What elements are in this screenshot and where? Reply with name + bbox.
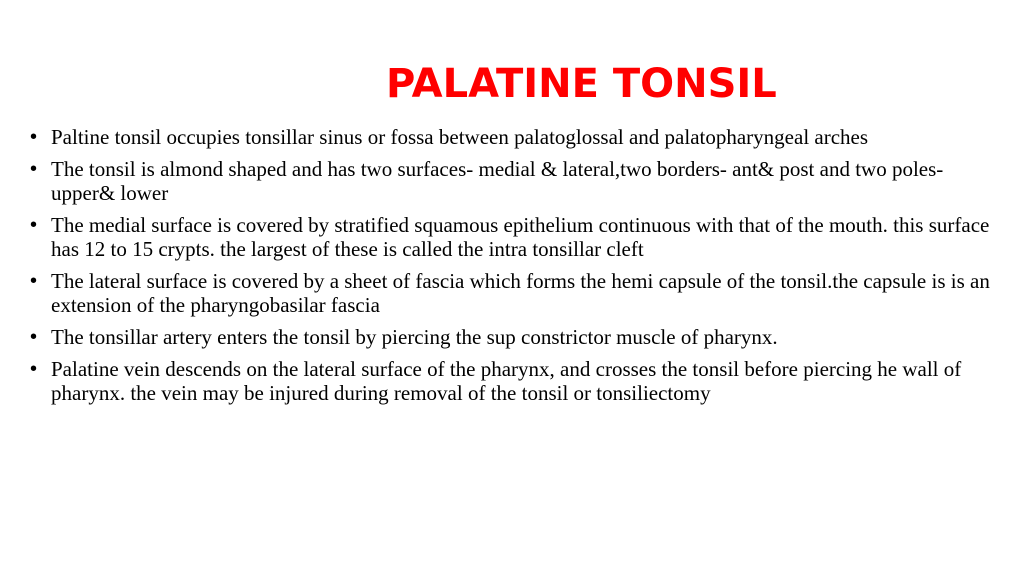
- bullet-icon: •: [30, 358, 38, 380]
- bullet-icon: •: [30, 214, 38, 236]
- bullet-text: The tonsil is almond shaped and has two surfaces- medial & lateral,two borders- ant& post and two poles- upper& lower: [51, 157, 944, 205]
- bullet-list: [30, 125, 1005, 413]
- bullet-item: [30, 269, 1005, 317]
- bullet-item: [30, 213, 1005, 261]
- bullet-item: [30, 325, 1005, 349]
- bullet-item: [30, 357, 1005, 405]
- bullet-icon: •: [30, 158, 38, 180]
- bullet-text: The tonsillar artery enters the tonsil by piercing the sup constrictor muscle of pharynx.: [51, 325, 778, 349]
- bullet-text: Palatine vein descends on the lateral surface of the pharynx, and crosses the tonsil before piercing he wall of pharynx. the vein may be injured during removal of the tonsil or tonsiliectomy: [51, 357, 962, 405]
- bullet-icon: •: [30, 126, 38, 148]
- bullet-icon: •: [30, 270, 38, 292]
- bullet-text: The lateral surface is covered by a sheet of fascia which forms the hemi capsule of the tonsil.the capsule is is an extension of the pharyngobasilar fascia: [51, 269, 990, 317]
- bullet-icon: •: [30, 326, 38, 348]
- bullet-item: [30, 125, 1005, 149]
- slide-title: PALATINE TONSIL: [386, 61, 777, 107]
- bullet-text: The medial surface is covered by stratified squamous epithelium continuous with that of the mouth. this surface has 12 to 15 crypts. the largest of these is called the intra tonsillar cleft: [51, 213, 990, 261]
- bullet-item: [30, 157, 1005, 205]
- bullet-text: Paltine tonsil occupies tonsillar sinus or fossa between palatoglossal and palatopharyngeal arches: [51, 125, 869, 149]
